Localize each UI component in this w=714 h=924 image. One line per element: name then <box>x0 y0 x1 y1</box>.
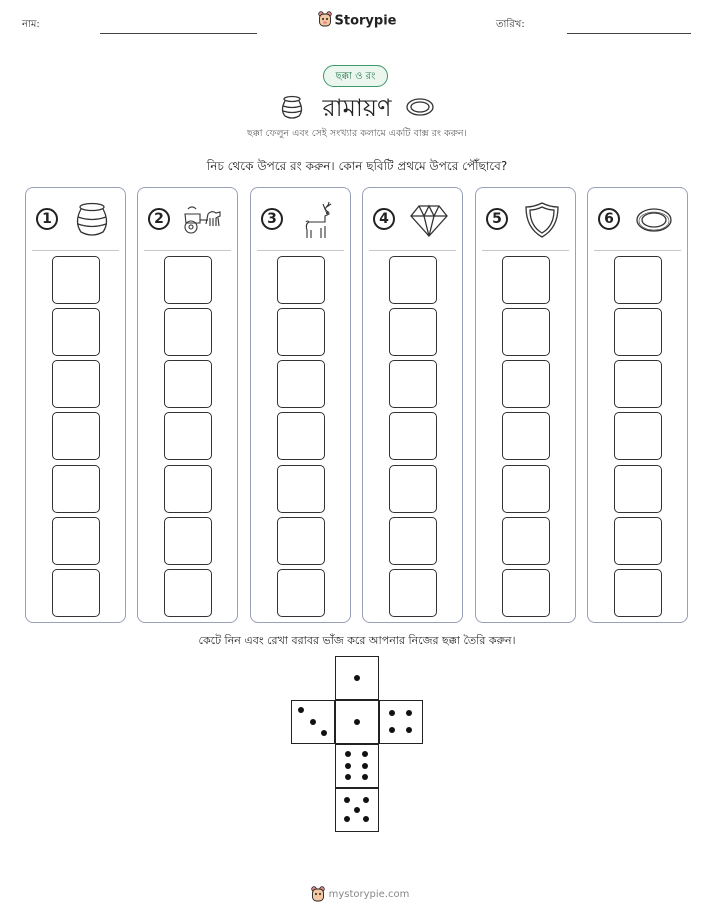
dice-pip <box>345 763 351 769</box>
footer-url: mystorypie.com <box>328 889 410 900</box>
color-box[interactable] <box>389 308 437 356</box>
name-label: নাম: <box>22 19 40 30</box>
column-number: 4 <box>373 208 395 230</box>
color-box[interactable] <box>52 517 100 565</box>
dice-pip <box>345 774 351 780</box>
dice-pip <box>298 707 304 713</box>
color-box[interactable] <box>502 256 550 304</box>
dice-pip <box>362 774 368 780</box>
color-box[interactable] <box>502 412 550 460</box>
instructions: ছক্কা ফেলুন এবং সেই সংখ্যার কলামে একটি বাক্স রং করুন। <box>247 128 467 139</box>
color-box[interactable] <box>164 569 212 617</box>
date-label: তারিখ: <box>496 19 525 30</box>
color-box[interactable] <box>614 569 662 617</box>
color-box[interactable] <box>614 308 662 356</box>
color-box[interactable] <box>614 465 662 513</box>
color-box[interactable] <box>52 308 100 356</box>
dice-pip <box>363 797 369 803</box>
dice-face-3 <box>291 700 335 744</box>
color-box[interactable] <box>502 569 550 617</box>
ring-icon <box>632 200 676 240</box>
color-box[interactable] <box>164 465 212 513</box>
color-box[interactable] <box>164 412 212 460</box>
question: নিচ থেকে উপরে রং করুন। কোন ছবিটি প্রথমে উপরে পৌঁছাবে? <box>206 159 508 173</box>
column-6 <box>587 187 688 623</box>
dice-face-1 <box>335 700 379 744</box>
dice-pip <box>389 710 395 716</box>
color-box[interactable] <box>164 360 212 408</box>
color-box[interactable] <box>389 465 437 513</box>
cut-instruction: কেটে নিন এবং রেখা বরাবর ভাঁজ করে আপনার নিজের ছক্কা তৈরি করুন। <box>198 634 516 647</box>
color-box[interactable] <box>389 360 437 408</box>
color-box[interactable] <box>164 517 212 565</box>
color-box[interactable] <box>52 569 100 617</box>
brand-logo <box>0 11 714 31</box>
page-title: রামায়ণ <box>322 94 392 122</box>
column-2 <box>137 187 238 623</box>
dice-pip <box>354 807 360 813</box>
column-number: 2 <box>148 208 170 230</box>
column-divider <box>482 250 569 251</box>
column-divider <box>32 250 119 251</box>
dice-pip <box>406 710 412 716</box>
color-box[interactable] <box>614 256 662 304</box>
dice-pip <box>362 763 368 769</box>
color-box[interactable] <box>277 517 325 565</box>
color-box[interactable] <box>277 256 325 304</box>
brand-name: Storypie <box>334 13 397 29</box>
column-divider <box>144 250 231 251</box>
color-box[interactable] <box>389 517 437 565</box>
color-box[interactable] <box>502 517 550 565</box>
color-box[interactable] <box>52 360 100 408</box>
dice-pip <box>310 719 316 725</box>
color-box[interactable] <box>502 465 550 513</box>
color-box[interactable] <box>614 412 662 460</box>
category-badge: ছক্কা ও রং <box>323 65 388 87</box>
dice-pip <box>354 719 360 725</box>
dice-pip <box>321 730 327 736</box>
color-box[interactable] <box>614 517 662 565</box>
color-box[interactable] <box>52 465 100 513</box>
dice-pip <box>362 751 368 757</box>
column-divider <box>594 250 681 251</box>
dice-pip <box>344 816 350 822</box>
color-box[interactable] <box>389 256 437 304</box>
title-ring-icon <box>405 96 435 122</box>
color-box[interactable] <box>277 465 325 513</box>
color-box[interactable] <box>277 569 325 617</box>
column-number: 5 <box>486 208 508 230</box>
column-5 <box>475 187 576 623</box>
chariot-icon <box>182 200 226 240</box>
dice-face-5 <box>335 788 379 832</box>
color-box[interactable] <box>502 308 550 356</box>
column-number: 1 <box>36 208 58 230</box>
color-box[interactable] <box>277 412 325 460</box>
deer-icon <box>295 200 339 240</box>
column-divider <box>369 250 456 251</box>
color-box[interactable] <box>277 308 325 356</box>
storypie-logo-icon <box>318 11 332 31</box>
column-4 <box>362 187 463 623</box>
date-line[interactable] <box>567 33 691 34</box>
color-box[interactable] <box>52 256 100 304</box>
dice-pip <box>344 797 350 803</box>
color-box[interactable] <box>164 256 212 304</box>
column-number: 6 <box>598 208 620 230</box>
color-box[interactable] <box>277 360 325 408</box>
pot-icon <box>70 200 114 240</box>
color-box[interactable] <box>164 308 212 356</box>
dice-face-6 <box>335 744 379 788</box>
column-number: 3 <box>261 208 283 230</box>
color-box[interactable] <box>389 412 437 460</box>
shield-icon <box>520 200 564 240</box>
color-box[interactable] <box>389 569 437 617</box>
color-box[interactable] <box>52 412 100 460</box>
dice-pip <box>354 675 360 681</box>
dice-face-1 <box>335 656 379 700</box>
diamond-icon <box>407 200 451 240</box>
column-divider <box>257 250 344 251</box>
dice-pip <box>389 727 395 733</box>
dice-face-4 <box>379 700 423 744</box>
column-3 <box>250 187 351 623</box>
dice-pip <box>406 727 412 733</box>
dice-pip <box>345 751 351 757</box>
color-box[interactable] <box>614 360 662 408</box>
color-box[interactable] <box>502 360 550 408</box>
column-1 <box>25 187 126 623</box>
dice-pip <box>363 816 369 822</box>
name-line[interactable] <box>100 33 257 34</box>
